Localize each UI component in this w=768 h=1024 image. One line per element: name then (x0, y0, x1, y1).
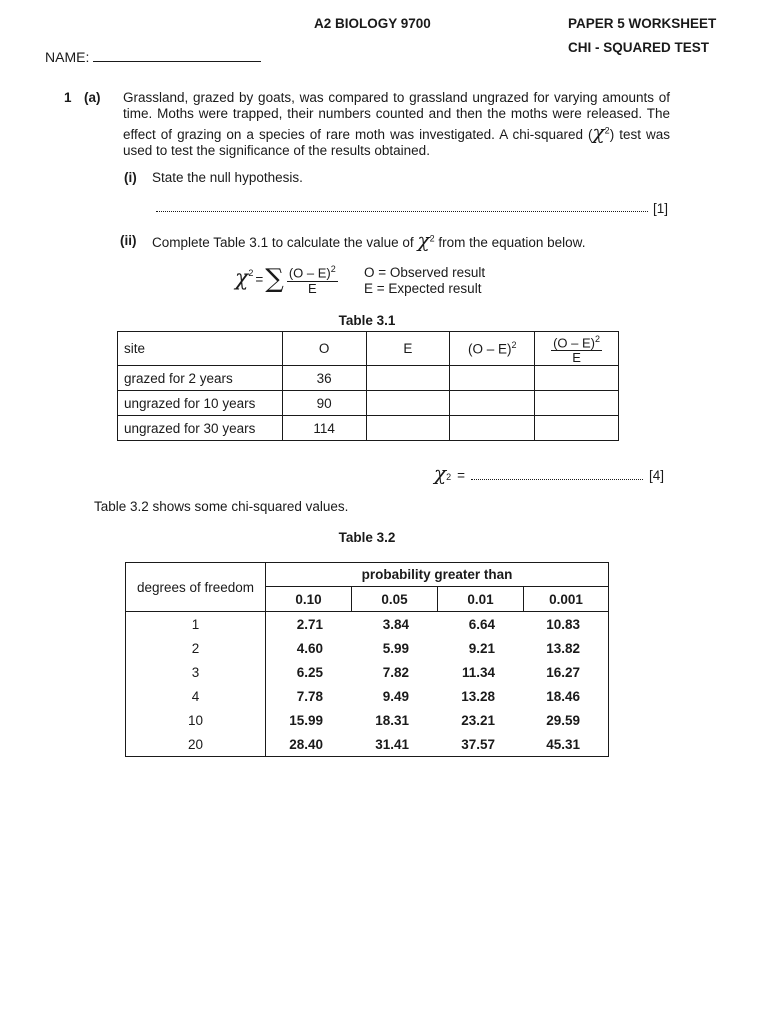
value-cell: 45.31 (546, 737, 580, 752)
header-frac-denominator: E (572, 350, 581, 366)
value-cell: 29.59 (546, 713, 580, 728)
chi-squared-formula: χ $^2$ = ∑ $\frac{(O - E)^2}{E}$ (235, 264, 336, 296)
table-row (126, 686, 608, 710)
table32-body (126, 614, 608, 758)
chi-squared-answer: χ $_2$ = [4] (434, 461, 665, 485)
name-label: NAME: (45, 49, 90, 65)
legend-expected: E = Expected result (364, 281, 482, 296)
value-cell: 10.83 (546, 617, 580, 632)
value-cell: 13.82 (546, 641, 580, 656)
site-cell: grazed for 2 years (118, 366, 283, 391)
header-probability: probability greater than (361, 567, 513, 582)
prob-col-0-05: 0.05 (381, 591, 408, 607)
value-cell: 16.27 (546, 665, 580, 680)
name-blank-line[interactable] (93, 49, 261, 62)
value-cell: 9.49 (382, 689, 409, 704)
header-expected: E (366, 332, 450, 366)
topic-title: CHI - SQUARED TEST (568, 40, 710, 55)
intro-text-end: ) test was used to test the significance of the results obtained. (123, 127, 670, 158)
o-minus-e-squared-input-cell[interactable] (450, 391, 535, 416)
header-o-minus-e-squared: (O – E)$^2$ (450, 332, 535, 366)
chi-contribution-input-cell[interactable] (535, 366, 619, 391)
o-minus-e-squared-input-cell[interactable] (450, 416, 535, 441)
table-row (118, 366, 619, 391)
legend-observed: O = Observed result (364, 265, 486, 280)
observed-cell: 114 (282, 416, 366, 441)
site-cell: ungrazed for 10 years (118, 391, 283, 416)
sub-i-label: (i) (124, 170, 137, 185)
table-row (126, 662, 608, 686)
observed-cell: 90 (282, 391, 366, 416)
value-cell: 4.60 (296, 641, 323, 656)
sub-ii-label: (ii) (120, 233, 137, 248)
chi-symbol: χ (434, 461, 447, 485)
table-row (126, 638, 608, 662)
name-field[interactable] (45, 49, 261, 65)
table32-intro: Table 3.2 shows some chi-squared values. (94, 499, 349, 514)
chi-symbol: χ (417, 228, 430, 252)
value-cell: 13.28 (461, 689, 495, 704)
df-cell: 2 (191, 641, 200, 656)
marks-i: [1] (653, 201, 669, 216)
chi-contribution-input-cell[interactable] (535, 416, 619, 441)
question-intro: Grassland, grazed by goats, was compared to grassland ungrazed for varying amounts of time. Moths were trapped, their numbers counted and then the moths were released. The effect of grazing on a species of rare moth was investigated. A chi-squared $(\chi^2)$ test was used to test the significance of the results obtained. (123, 90, 670, 158)
value-cell: 18.31 (375, 713, 409, 728)
o-minus-e-text: (O – E) (467, 341, 512, 357)
df-cell: 20 (187, 737, 204, 752)
question-part: (a) (84, 90, 101, 105)
table-row (126, 614, 608, 638)
formula-fraction: $\frac{(O - E)^2}{E}$ (288, 264, 336, 296)
table-3-2 (125, 562, 609, 757)
intro-text-start: Grassland, grazed by goats, was compared to grassland ungrazed for varying amounts of time. Moths were trapped, their numbers counted and then the moths were released. The effect of grazing on a species of rare moth was investigated. A chi-squared ( (123, 90, 670, 142)
prob-col-0-01: 0.01 (467, 591, 494, 607)
value-cell: 6.64 (468, 617, 495, 632)
observed-cell: 36 (282, 366, 366, 391)
value-cell: 18.46 (546, 689, 580, 704)
header-observed: O (282, 332, 366, 366)
expected-input-cell[interactable] (366, 416, 450, 441)
question-number: 1 (64, 90, 72, 105)
value-cell: 23.21 (461, 713, 495, 728)
table-row (126, 734, 608, 758)
table31-caption: Table 3.1 (338, 313, 396, 328)
sigma-symbol: ∑ (265, 264, 284, 294)
df-cell: 10 (187, 713, 204, 728)
value-cell: 37.57 (461, 737, 495, 752)
sub-ii-text-end: from the equation below. (438, 235, 586, 250)
table-row (118, 416, 619, 441)
header-frac-numerator: (O – E) (553, 335, 595, 351)
table-3-1 (117, 331, 619, 441)
value-cell: 11.34 (461, 665, 495, 680)
expected-input-cell[interactable] (366, 366, 450, 391)
value-cell: 28.40 (289, 737, 323, 752)
header-site: site (118, 332, 283, 366)
answer-line-i[interactable] (156, 211, 648, 212)
chi-symbol: χ (592, 120, 605, 144)
prob-col-0-10: 0.10 (295, 591, 322, 607)
value-cell: 9.21 (468, 641, 495, 656)
value-cell: 2.71 (296, 617, 323, 632)
expected-input-cell[interactable] (366, 391, 450, 416)
formula-numerator: (O – E) (288, 265, 331, 281)
chi-contribution-input-cell[interactable] (535, 391, 619, 416)
sub-ii-text-start: Complete Table 3.1 to calculate the value of (152, 235, 414, 250)
df-cell: 4 (191, 689, 200, 704)
table-row (118, 391, 619, 416)
table-row (126, 710, 608, 734)
df-cell: 1 (191, 617, 200, 632)
table32-caption: Table 3.2 (338, 530, 396, 545)
header-chi-contribution: $\frac{(O - E)^2}{E}$ (535, 332, 619, 366)
sub-ii-text: Complete Table 3.1 to calculate the value of $\chi^2$ from the equation below. (152, 228, 586, 252)
chi-squared-answer-line[interactable] (471, 479, 643, 480)
course-title: A2 BIOLOGY 9700 (314, 16, 431, 31)
value-cell: 7.78 (296, 689, 323, 704)
value-cell: 7.82 (382, 665, 409, 680)
sub-i-text: State the null hypothesis. (152, 170, 303, 185)
table31-header-row (118, 332, 619, 366)
formula-denominator: E (307, 280, 317, 296)
chi-symbol: χ (235, 266, 249, 291)
value-cell: 3.84 (382, 617, 409, 632)
site-cell: ungrazed for 30 years (118, 416, 283, 441)
formula-legend (364, 265, 485, 297)
value-cell: 31.41 (375, 737, 409, 752)
value-cell: 5.99 (382, 641, 409, 656)
marks-ii: [4] (649, 468, 665, 483)
paper-title: PAPER 5 WORKSHEET (568, 16, 717, 31)
header-degrees-of-freedom: degrees of freedom (136, 579, 255, 595)
prob-col-0-001: 0.001 (549, 591, 583, 607)
o-minus-e-squared-input-cell[interactable] (450, 366, 535, 391)
df-cell: 3 (191, 665, 200, 680)
value-cell: 6.25 (296, 665, 323, 680)
value-cell: 15.99 (289, 713, 323, 728)
